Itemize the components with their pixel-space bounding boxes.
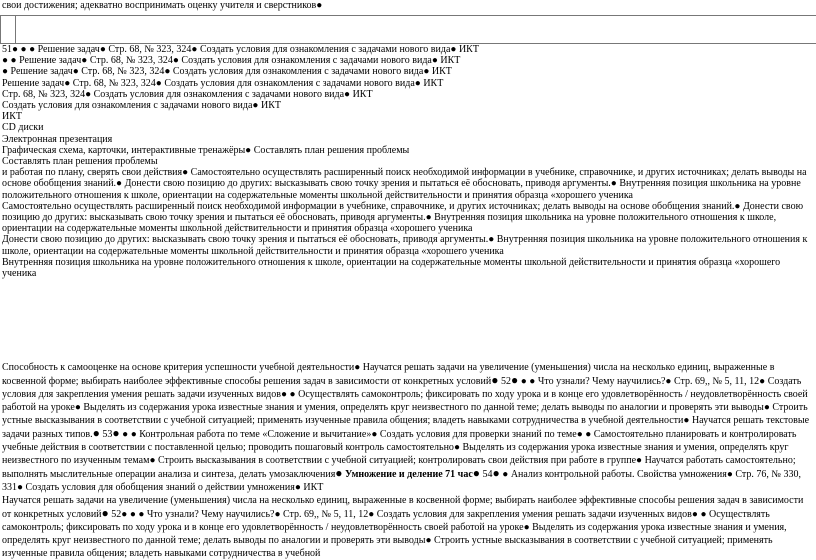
text-line: 51● ● ● Решение задач● Стр. 68, № 323, 324● Создать условия для ознакомления с задачами нового вида● ИКТ [2,44,479,55]
bullet-icon: ● [335,466,343,480]
text-run: Что узнали? Чему научились? [535,376,666,387]
text-line: Решение задач● Стр. 68, № 323, 324● Создать условия для ознакомления с задачами нового вида● ИКТ [2,77,444,89]
bullet-icon: ● [472,466,481,480]
text-run: Стр. 69,, № 5, 11, 12 [280,509,369,520]
text-run: Строить высказывания в соответствии с учебной ситуацией; контролировать свои действия при работе в группе [155,455,637,466]
text-run: Анализ контрольной работы. Свойства умножения [508,469,727,480]
text-run: Самостоятельно планировать и контролировать учебные действия в соответствии с поставленной целью; проводить пошаговый контроль самостоятельно [2,429,797,453]
text-run: Способность к самооценке на основе критерия успешности учебной деятельности● Научатся решать задачи на увеличение (уменьшения) числа на несколько единиц, выраженные в косвенной форме; выбирать наиболее эффективные способы решения задач в зависимости от конкретных условий [2,362,775,387]
bullet-icon: ● [101,506,109,520]
table-cell [15,16,816,43]
text-run: ИКТ [300,482,324,493]
text-run: Контрольная работа по теме «Сложение и вычитание» [136,429,372,440]
text-run: 52 [498,376,511,387]
text-line: Составлять план решения проблемы [2,156,158,168]
text-paragraph: Научатся решать задачи на увеличение (уменьшения) числа на несколько единиц, выраженные в косвенной форме; выбирать наиболее эффективные способы решения задач в зависимости от конкретных условий● 52● ● ● Что узнали? Чему научились?● Стр. 69,, № 5, 11, 12● Создать условия для закрепления умения решать задачи изученных видов● ● Осуществлять самоконтроль; фиксировать по ходу урока и в конце его удовлетворённость / неудовлетворённость своей работой на уроке● Выделять из содержания урока известные знания и умения, определять круг неизвестного по данной теме; делать выводы по аналогии и проверять эти выводы● Строить устные высказывания в соответствии с учебной ситуацией; применять изученные правила общения; владеть навыками сотрудничества в учебной [2,495,804,559]
text-run: 54 [480,469,493,480]
text-paragraph: Самостоятельно осуществлять расширенный поиск необходимой информации в учебнике, справочнике, и других источниках; делать выводы на основе обобщения знаний.● Донести свою позицию до других: высказывать свою точку зрения и пытаться её обосновать, приводя аргументы.● Внутренняя позиция школьника на уровне положительного отношения к школе, ориентации на содержательные моменты школьной действительности и принятия образца «хорошего ученика [2,200,804,235]
text-block-lower [2,361,814,560]
text-run: Строить устные высказывания в соответствии с учебной ситуацией; применять изученные правила общения; владеть навыками сотрудничества в учебной [2,535,773,559]
text-line: ● ● Решение задач● Стр. 68, № 323, 324● Создать условия для ознакомления с задачами нового вида● ИКТ [2,55,461,67]
text-line: CD диски [2,122,44,134]
text-run: Выделять из содержания урока известные знания и умения, определять круг неизвестного по изученным темам [2,442,789,466]
text-run: Стр. 69,, № 5, 11, 12 [671,376,760,387]
table-grid [0,15,816,44]
text-run: Создать условия для проверки знаний по теме [377,429,577,440]
text-run: Создать условия для закрепления умения решать задачи изученных видов [2,376,802,400]
bullet-icon: ● [492,466,500,480]
text-run: 53 [99,429,113,440]
text-run: Осуществлять самоконтроль; фиксировать по ходу урока и в конце его удовлетворённость / неудовлетворённость своей работой на уроке [2,389,808,413]
text-run: 52 [108,509,122,520]
text-line: Электронная презентация [2,133,113,145]
text-run: Создать условия для обобщения знаний о действии умножения [23,482,295,493]
text-run: Умножение и деление 71 час [342,469,473,480]
text-paragraph: Внутренняя позиция школьника на уровне положительного отношения к школе, ориентации на содержательные моменты школьной действительности и принятия образца «хорошего ученика [2,256,781,280]
bullet-icon: ● [491,373,499,387]
text-run: Научатся решать задачи на увеличение (уменьшения) числа на несколько единиц, выраженные в косвенной форме; выбирать наиболее эффективные способы решения задач в зависимости от конкретных условий [2,495,804,520]
text-run: Создать условия для закрепления умения решать задачи изученных видов [374,509,692,520]
text-run: Научатся решать текстовые задачи разных типов. [2,415,810,440]
text-run: Осуществлять самоконтроль; фиксировать по ходу урока и в конце его удовлетворённость / неудовлетворённость своей работой на уроке [2,509,770,533]
text-line: Создать условия для ознакомления с задачами нового вида● ИКТ [2,100,281,112]
text-run: Строить устные высказывания в соответствии с учебной ситуацией; применять изученные правила общения; владеть навыками сотрудничества в учебной деятельности [2,402,808,426]
text-run: Стр. 76, № 330, 331 [2,469,801,493]
text-run: Выделять из содержания урока известные знания и умения, определять круг неизвестного по данной теме; делать выводы по аналогии и проверять эти выводы [80,402,764,413]
text-block-upper [2,44,814,279]
text-line: ● Решение задач● Стр. 68, № 323, 324● Создать условия для ознакомления с задачами нового вида● ИКТ [2,66,452,78]
bullet-icon: ● [510,373,519,387]
text-line: ИКТ [2,111,22,123]
text-line: Графическая схема, карточки, интерактивные тренажёры● Составлять план решения проблемы [2,144,410,156]
text-run: Выделять из содержания урока известные знания и умения, определять круг неизвестного по данной теме; делать выводы по аналогии и проверять эти выводы [2,522,787,546]
text-paragraph: и работая по плану, сверять свои действия● Самостоятельно осуществлять расширенный поиск необходимой информации в учебнике, справочнике, и других источниках; делать выводы на основе обобщения знаний.● Донести свою позицию до других: высказывать свою точку зрения и пытаться её обосновать, приводя аргументы.● Внутренняя позиция школьника на уровне положительного отношения к школе, ориентации на содержательные моменты школьной действительности и принятия образца «хорошего ученика [2,167,807,201]
text-paragraph: Способность к самооценке на основе критерия успешности учебной деятельности● Научатся решать задачи на увеличение (уменьшения) числа на несколько единиц, выраженные в косвенной форме; выбирать наиболее эффективные способы решения задач в зависимости от конкретных условий● 52● ● ● Что узнали? Чему научились?● Стр. 69,, № 5, 11, 12● Создать условия для закрепления умения решать задачи изученных видов● ● Осуществлять самоконтроль; фиксировать по ходу урока и в конце его удовлетворённость / неудовлетворённость своей работой на уроке● Выделять из содержания урока известные знания и умения, определять круг неизвестного по данной теме; делать выводы по аналогии и проверять эти выводы● Строить устные высказывания в соответствии с учебной ситуацией; применять изученные правила общения; владеть навыками сотрудничества в учебной деятельности● Научатся решать текстовые задачи разных типов.● 53● ● ● Контрольная работа по теме «Сложение и вычитание»● Создать условия для проверки знаний по теме● ● Самостоятельно планировать и контролировать учебные действия в соответствии с поставленной целью; проводить пошаговый контроль самостоятельно● Выделять из содержания урока известные знания и умения, определять круг неизвестного по изученным темам● Строить высказывания в соответствии с учебной ситуацией; контролировать свои действия при работе в группе● Научатся работать самостоятельно; выполнять мыслительные операции анализа и синтеза, делать умозаключения● Умножение и деление 71 час● 54● ● Анализ контрольной работы. Свойства умножения● Стр. 76, № 330, 331● Создать условия для обобщения знаний о действии умножения● ИКТ [2,362,810,493]
text-run: Что узнали? Чему научились? [144,509,275,520]
text-run: Научатся работать самостоятельно; выполнять мыслительные операции анализа и синтеза, делать умозаключения [2,455,796,480]
bullet-icon: ● [92,426,100,440]
top-line-text: свои достижения; адекватно воспринимать оценку учителя и сверстников● [2,0,323,11]
text-paragraph: Донести свою позицию до других: высказывать свою точку зрения и пытаться её обосновать, приводя аргументы.● Внутренняя позиция школьника на уровне положительного отношения к школе, ориентации на содержательные моменты школьной действительности и принятия образца «хорошего ученика [2,234,808,257]
text-line: Стр. 68, № 323, 324● Создать условия для ознакомления с задачами нового вида● ИКТ [2,88,373,100]
bullet-icon: ● [112,426,120,440]
